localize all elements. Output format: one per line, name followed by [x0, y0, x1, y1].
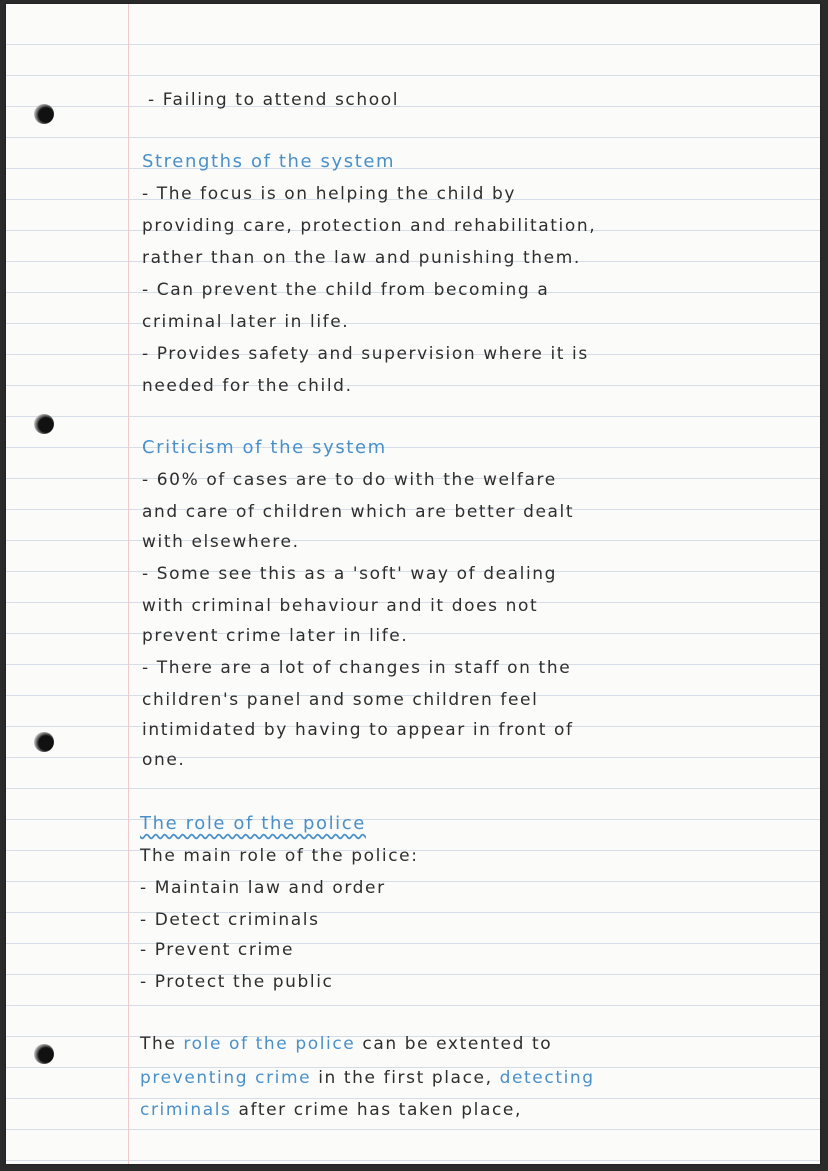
note-line: criminal later in life. [142, 312, 350, 332]
note-line: - Can prevent the child from becoming a [142, 280, 550, 300]
note-line: children's panel and some children feel [142, 690, 539, 710]
note-line: - The focus is on helping the child by [142, 184, 517, 204]
list-item: - Maintain law and order [140, 878, 386, 898]
note-line: - 60% of cases are to do with the welfare [142, 470, 557, 490]
punch-hole-icon [34, 414, 54, 434]
text-span: after crime has taken place, [231, 1100, 522, 1120]
list-item: - Prevent crime [140, 940, 295, 960]
note-line: rather than on the law and punishing them. [142, 248, 581, 268]
note-line: needed for the child. [142, 376, 353, 396]
note-line: with elsewhere. [142, 532, 300, 552]
highlight-text: preventing crime [140, 1068, 312, 1088]
text-span: in the first place, [311, 1068, 500, 1088]
text-span: The [140, 1034, 184, 1054]
list-item: - Detect criminals [140, 910, 320, 930]
note-line: - Some see this as a 'soft' way of dealing [142, 564, 558, 584]
note-line: - There are a lot of changes in staff on the [142, 658, 572, 678]
highlight-text: role of the police [183, 1034, 356, 1054]
note-line: one. [142, 750, 186, 770]
paragraph-line [140, 1068, 595, 1088]
section-heading-criticism: Criticism of the system [142, 437, 387, 458]
list-item: - Protect the public [140, 972, 334, 992]
note-line: intimidated by having to appear in front of [142, 720, 574, 740]
punch-hole-icon [34, 732, 54, 752]
note-line: prevent crime later in life. [142, 626, 409, 646]
highlight-text: detecting [499, 1068, 595, 1088]
paragraph-line [140, 1034, 552, 1054]
note-line: The main role of the police: [140, 846, 419, 866]
margin-line [128, 4, 129, 1164]
note-line: - Provides safety and supervision where it is [142, 344, 589, 364]
notebook-page [6, 4, 820, 1164]
punch-hole-icon [34, 104, 54, 124]
section-heading-police: The role of the police [140, 813, 366, 834]
highlight-text: criminals [140, 1100, 232, 1120]
list-item: - Failing to attend school [148, 90, 400, 110]
note-line: with criminal behaviour and it does not [142, 596, 539, 616]
note-line: providing care, protection and rehabilitation, [142, 216, 597, 236]
text-span: can be extented to [355, 1034, 553, 1054]
note-line: and care of children which are better dealt [142, 502, 575, 522]
paragraph-line [140, 1100, 522, 1120]
section-heading-strengths: Strengths of the system [142, 151, 396, 172]
punch-hole-icon [34, 1044, 54, 1064]
